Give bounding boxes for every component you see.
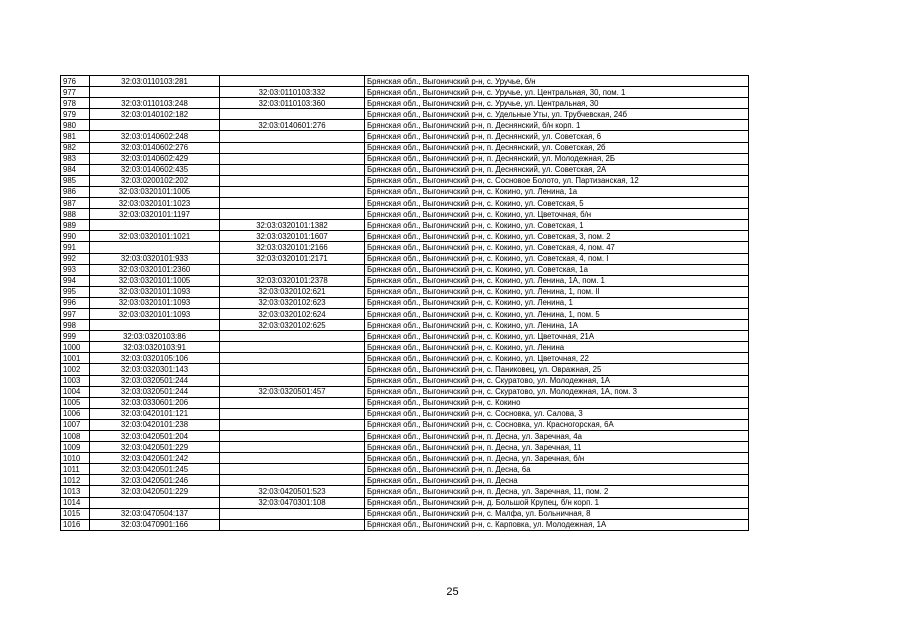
row-number-cell: 1010 — [61, 453, 90, 464]
address-cell: Брянская обл., Выгоничский р-н, с. Кокино, ул. Советская, 4, пом. 47 — [365, 242, 749, 253]
cadastral-number-cell: 32:03:0320101:1021 — [90, 231, 220, 242]
table-row — [61, 120, 749, 131]
cadastral-number-cell: 32:03:0470504:137 — [90, 508, 220, 519]
row-number-cell: 993 — [61, 264, 90, 275]
table-row — [61, 386, 749, 397]
premises-cadastral-number-cell — [220, 186, 365, 197]
cadastral-number-cell: 32:03:0420501:246 — [90, 475, 220, 486]
address-cell: Брянская обл., Выгоничский р-н, с. Кокино, ул. Ленина, 1, пом. 5 — [365, 308, 749, 319]
cadastral-number-cell: 32:03:0320101:1005 — [90, 186, 220, 197]
table-row — [61, 497, 749, 508]
table-row — [61, 275, 749, 286]
cadastral-number-cell: 32:03:0420501:229 — [90, 442, 220, 453]
table-row — [61, 186, 749, 197]
row-number-cell: 986 — [61, 186, 90, 197]
address-cell: Брянская обл., Выгоничский р-н, п. Десна, ул. Заречная, 11, пом. 2 — [365, 486, 749, 497]
row-number-cell: 979 — [61, 109, 90, 120]
premises-cadastral-number-cell: 32:03:0320102:625 — [220, 320, 365, 331]
cadastral-number-cell: 32:03:0110103:281 — [90, 76, 220, 87]
table-row — [61, 486, 749, 497]
address-cell: Брянская обл., Выгоничский р-н, с. Кокино, ул. Советская, 1 — [365, 220, 749, 231]
table-row — [61, 220, 749, 231]
cadastral-number-cell: 32:03:0330601:206 — [90, 397, 220, 408]
address-cell: Брянская обл., Выгоничский р-н, с. Сосновка, ул. Салова, 3 — [365, 408, 749, 419]
row-number-cell: 1001 — [61, 353, 90, 364]
cadastral-number-cell: 32:03:0320301:143 — [90, 364, 220, 375]
premises-cadastral-number-cell: 32:03:0110103:332 — [220, 87, 365, 98]
table-row — [61, 453, 749, 464]
row-number-cell: 997 — [61, 308, 90, 319]
address-cell: Брянская обл., Выгоничский р-н, с. Кокино, ул. Ленина, 1А, пом. 1 — [365, 275, 749, 286]
table-row — [61, 308, 749, 319]
row-number-cell: 987 — [61, 198, 90, 209]
premises-cadastral-number-cell — [220, 453, 365, 464]
row-number-cell: 996 — [61, 297, 90, 308]
address-cell: Брянская обл., Выгоничский р-н, с. Карповка, ул. Молодежная, 1А — [365, 519, 749, 530]
premises-cadastral-number-cell — [220, 419, 365, 430]
address-cell: Брянская обл., Выгоничский р-н, с. Кокино, ул. Ленина, 1А — [365, 320, 749, 331]
cadastral-number-cell: 32:03:0320101:933 — [90, 253, 220, 264]
address-cell: Брянская обл., Выгоничский р-н, с. Удельные Уты, ул. Трубчевская, 24б — [365, 109, 749, 120]
row-number-cell: 988 — [61, 209, 90, 220]
row-number-cell: 1005 — [61, 397, 90, 408]
table-row — [61, 286, 749, 297]
cadastral-number-cell — [90, 242, 220, 253]
premises-cadastral-number-cell — [220, 519, 365, 530]
table-row — [61, 109, 749, 120]
table-row — [61, 253, 749, 264]
row-number-cell: 976 — [61, 76, 90, 87]
cadastral-number-cell: 32:03:0420101:238 — [90, 419, 220, 430]
address-cell: Брянская обл., Выгоничский р-н, п. Деснянский, ул. Советская, 2А — [365, 164, 749, 175]
address-cell: Брянская обл., Выгоничский р-н, с. Кокино, ул. Цветочная, б/н — [365, 209, 749, 220]
cadastral-number-cell: 32:03:0420101:121 — [90, 408, 220, 419]
premises-cadastral-number-cell: 32:03:0320101:1607 — [220, 231, 365, 242]
cadastral-number-cell: 32:03:0320101:1093 — [90, 286, 220, 297]
table-row — [61, 408, 749, 419]
table-row — [61, 131, 749, 142]
premises-cadastral-number-cell — [220, 142, 365, 153]
address-cell: Брянская обл., Выгоничский р-н, с. Кокино, ул. Ленина, 1 — [365, 297, 749, 308]
row-number-cell: 1009 — [61, 442, 90, 453]
table-row — [61, 353, 749, 364]
address-cell: Брянская обл., Выгоничский р-н, с. Кокино, ул. Цветочная, 21А — [365, 331, 749, 342]
row-number-cell: 1011 — [61, 464, 90, 475]
address-cell: Брянская обл., Выгоничский р-н, с. Кокино, ул. Советская, 1а — [365, 264, 749, 275]
row-number-cell: 1007 — [61, 419, 90, 430]
cadastral-number-cell: 32:03:0420501:229 — [90, 486, 220, 497]
table-row — [61, 76, 749, 87]
row-number-cell: 1013 — [61, 486, 90, 497]
address-cell: Брянская обл., Выгоничский р-н, с. Кокино — [365, 397, 749, 408]
address-cell: Брянская обл., Выгоничский р-н, с. Кокино, ул. Советская, 4, пом. I — [365, 253, 749, 264]
premises-cadastral-number-cell — [220, 109, 365, 120]
row-number-cell: 992 — [61, 253, 90, 264]
cadastral-number-cell: 32:03:0140602:276 — [90, 142, 220, 153]
address-cell: Брянская обл., Выгоничский р-н, п. Деснянский, б/н корп. 1 — [365, 120, 749, 131]
address-cell: Брянская обл., Выгоничский р-н, с. Кокино, ул. Ленина, 1, пом. II — [365, 286, 749, 297]
row-number-cell: 990 — [61, 231, 90, 242]
cadastral-number-cell: 32:03:0320101:1093 — [90, 308, 220, 319]
cadastral-number-cell: 32:03:0140602:435 — [90, 164, 220, 175]
premises-cadastral-number-cell — [220, 342, 365, 353]
premises-cadastral-number-cell — [220, 264, 365, 275]
premises-cadastral-number-cell: 32:03:0320101:2378 — [220, 275, 365, 286]
address-cell: Брянская обл., Выгоничский р-н, с. Уручье, б/н — [365, 76, 749, 87]
row-number-cell: 1015 — [61, 508, 90, 519]
table-row — [61, 397, 749, 408]
cadastral-number-cell — [90, 120, 220, 131]
address-cell: Брянская обл., Выгоничский р-н, п. Десна, ул. Заречная, 4а — [365, 431, 749, 442]
table-row — [61, 431, 749, 442]
premises-cadastral-number-cell — [220, 131, 365, 142]
premises-cadastral-number-cell — [220, 76, 365, 87]
table-row — [61, 231, 749, 242]
row-number-cell: 980 — [61, 120, 90, 131]
row-number-cell: 1016 — [61, 519, 90, 530]
cadastral-number-cell: 32:03:0140602:429 — [90, 153, 220, 164]
table-row — [61, 264, 749, 275]
premises-cadastral-number-cell — [220, 175, 365, 186]
cadastral-number-cell: 32:03:0140102:182 — [90, 109, 220, 120]
row-number-cell: 989 — [61, 220, 90, 231]
cadastral-number-cell — [90, 497, 220, 508]
cadastral-number-cell: 32:03:0420501:204 — [90, 431, 220, 442]
row-number-cell: 1000 — [61, 342, 90, 353]
property-registry-table — [60, 75, 749, 531]
row-number-cell: 978 — [61, 98, 90, 109]
premises-cadastral-number-cell — [220, 508, 365, 519]
premises-cadastral-number-cell — [220, 464, 365, 475]
premises-cadastral-number-cell — [220, 375, 365, 386]
address-cell: Брянская обл., Выгоничский р-н, с. Сосновое Болото, ул. Партизанская, 12 — [365, 175, 749, 186]
table-row — [61, 442, 749, 453]
row-number-cell: 994 — [61, 275, 90, 286]
premises-cadastral-number-cell: 32:03:0470301:108 — [220, 497, 365, 508]
cadastral-number-cell: 32:03:0320101:1093 — [90, 297, 220, 308]
table-row — [61, 198, 749, 209]
address-cell: Брянская обл., Выгоничский р-н, п. Десна, 6а — [365, 464, 749, 475]
premises-cadastral-number-cell — [220, 164, 365, 175]
premises-cadastral-number-cell — [220, 364, 365, 375]
address-cell: Брянская обл., Выгоничский р-н, с. Уручье, ул. Центральная, 30 — [365, 98, 749, 109]
address-cell: Брянская обл., Выгоничский р-н, с. Кокино, ул. Ленина — [365, 342, 749, 353]
cadastral-number-cell: 32:03:0320101:1005 — [90, 275, 220, 286]
premises-cadastral-number-cell — [220, 331, 365, 342]
premises-cadastral-number-cell — [220, 475, 365, 486]
page-number: 25 — [446, 586, 459, 598]
premises-cadastral-number-cell — [220, 408, 365, 419]
cadastral-number-cell: 32:03:0320105:106 — [90, 353, 220, 364]
address-cell: Брянская обл., Выгоничский р-н, с. Уручье, ул. Центральная, 30, пом. 1 — [365, 87, 749, 98]
address-cell: Брянская обл., Выгоничский р-н, с. Кокино, ул. Цветочная, 22 — [365, 353, 749, 364]
address-cell: Брянская обл., Выгоничский р-н, с. Сосновка, ул. Красногорская, 6А — [365, 419, 749, 430]
address-cell: Брянская обл., Выгоничский р-н, с. Кокино, ул. Советская, 5 — [365, 198, 749, 209]
row-number-cell: 998 — [61, 320, 90, 331]
premises-cadastral-number-cell — [220, 153, 365, 164]
premises-cadastral-number-cell — [220, 353, 365, 364]
address-cell: Брянская обл., Выгоничский р-н, с. Кокино, ул. Советская, 3, пом. 2 — [365, 231, 749, 242]
address-cell: Брянская обл., Выгоничский р-н, п. Деснянский, ул. Молодежная, 2Б — [365, 153, 749, 164]
cadastral-number-cell: 32:03:0140602:248 — [90, 131, 220, 142]
row-number-cell: 984 — [61, 164, 90, 175]
premises-cadastral-number-cell — [220, 442, 365, 453]
premises-cadastral-number-cell — [220, 209, 365, 220]
cadastral-number-cell: 32:03:0420501:245 — [90, 464, 220, 475]
table-row — [61, 342, 749, 353]
cadastral-number-cell — [90, 87, 220, 98]
premises-cadastral-number-cell: 32:03:0320102:624 — [220, 308, 365, 319]
cadastral-number-cell: 32:03:0320103:86 — [90, 331, 220, 342]
table-row — [61, 320, 749, 331]
row-number-cell: 1004 — [61, 386, 90, 397]
row-number-cell: 1003 — [61, 375, 90, 386]
row-number-cell: 983 — [61, 153, 90, 164]
cadastral-number-cell: 32:03:0320101:1197 — [90, 209, 220, 220]
table-row — [61, 242, 749, 253]
row-number-cell: 1002 — [61, 364, 90, 375]
table-row — [61, 209, 749, 220]
premises-cadastral-number-cell: 32:03:0320101:2171 — [220, 253, 365, 264]
table-row — [61, 175, 749, 186]
table-row — [61, 98, 749, 109]
premises-cadastral-number-cell: 32:03:0320501:457 — [220, 386, 365, 397]
cadastral-number-cell: 32:03:0420501:242 — [90, 453, 220, 464]
table-row — [61, 164, 749, 175]
table-row — [61, 375, 749, 386]
row-number-cell: 1006 — [61, 408, 90, 419]
row-number-cell: 981 — [61, 131, 90, 142]
cadastral-number-cell: 32:03:0320501:244 — [90, 386, 220, 397]
table-row — [61, 87, 749, 98]
address-cell: Брянская обл., Выгоничский р-н, с. Паниковец, ул. Овражная, 25 — [365, 364, 749, 375]
cadastral-number-cell: 32:03:0320101:1023 — [90, 198, 220, 209]
row-number-cell: 995 — [61, 286, 90, 297]
address-cell: Брянская обл., Выгоничский р-н, п. Десна — [365, 475, 749, 486]
address-cell: Брянская обл., Выгоничский р-н, п. Десна, ул. Заречная, 11 — [365, 442, 749, 453]
row-number-cell: 991 — [61, 242, 90, 253]
row-number-cell: 985 — [61, 175, 90, 186]
cadastral-number-cell: 32:03:0110103:248 — [90, 98, 220, 109]
premises-cadastral-number-cell: 32:03:0110103:360 — [220, 98, 365, 109]
row-number-cell: 982 — [61, 142, 90, 153]
table-body — [61, 76, 749, 531]
row-number-cell: 977 — [61, 87, 90, 98]
premises-cadastral-number-cell — [220, 397, 365, 408]
address-cell: Брянская обл., Выгоничский р-н, д. Большой Крупец, б/н корп. 1 — [365, 497, 749, 508]
row-number-cell: 999 — [61, 331, 90, 342]
address-cell: Брянская обл., Выгоничский р-н, с. Кокино, ул. Ленина, 1а — [365, 186, 749, 197]
premises-cadastral-number-cell: 32:03:0420501:523 — [220, 486, 365, 497]
table-row — [61, 519, 749, 530]
address-cell: Брянская обл., Выгоничский р-н, п. Деснянский, ул. Советская, 6 — [365, 131, 749, 142]
premises-cadastral-number-cell: 32:03:0140601:276 — [220, 120, 365, 131]
row-number-cell: 1008 — [61, 431, 90, 442]
cadastral-number-cell: 32:03:0470901:166 — [90, 519, 220, 530]
table-row — [61, 153, 749, 164]
table-row — [61, 508, 749, 519]
premises-cadastral-number-cell — [220, 431, 365, 442]
table-row — [61, 142, 749, 153]
table-row — [61, 297, 749, 308]
address-cell: Брянская обл., Выгоничский р-н, п. Деснянский, ул. Советская, 2б — [365, 142, 749, 153]
table-row — [61, 419, 749, 430]
cadastral-number-cell — [90, 220, 220, 231]
premises-cadastral-number-cell: 32:03:0320102:623 — [220, 297, 365, 308]
address-cell: Брянская обл., Выгоничский р-н, п. Десна, ул. Заречная, б/н — [365, 453, 749, 464]
table-row — [61, 475, 749, 486]
table-row — [61, 464, 749, 475]
cadastral-number-cell: 32:03:0320101:2360 — [90, 264, 220, 275]
premises-cadastral-number-cell: 32:03:0320101:1382 — [220, 220, 365, 231]
address-cell: Брянская обл., Выгоничский р-н, с. Скуратово, ул. Молодежная, 1А, пом. 3 — [365, 386, 749, 397]
row-number-cell: 1014 — [61, 497, 90, 508]
cadastral-number-cell: 32:03:0320103:91 — [90, 342, 220, 353]
table-row — [61, 331, 749, 342]
row-number-cell: 1012 — [61, 475, 90, 486]
cadastral-number-cell — [90, 320, 220, 331]
premises-cadastral-number-cell: 32:03:0320101:2166 — [220, 242, 365, 253]
premises-cadastral-number-cell: 32:03:0320102:621 — [220, 286, 365, 297]
premises-cadastral-number-cell — [220, 198, 365, 209]
cadastral-number-cell: 32:03:0200102:202 — [90, 175, 220, 186]
cadastral-number-cell: 32:03:0320501:244 — [90, 375, 220, 386]
address-cell: Брянская обл., Выгоничский р-н, с. Скуратово, ул. Молодежная, 1А — [365, 375, 749, 386]
table-row — [61, 364, 749, 375]
address-cell: Брянская обл., Выгоничский р-н, с. Малфа, ул. Больничная, 8 — [365, 508, 749, 519]
